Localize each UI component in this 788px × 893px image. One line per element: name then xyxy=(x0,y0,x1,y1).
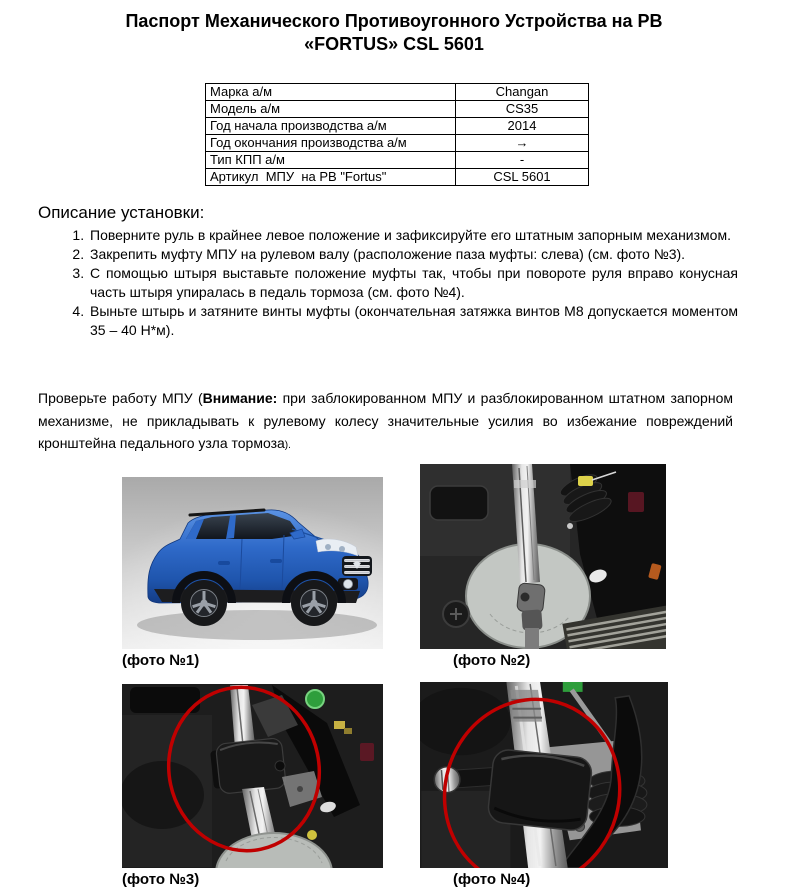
spec-label: Артикул МПУ на РВ "Fortus" xyxy=(206,169,456,186)
table-row xyxy=(206,135,589,152)
photo-1-car-image xyxy=(122,477,383,649)
table-row xyxy=(206,84,589,101)
table-row xyxy=(206,169,589,186)
spec-value: → xyxy=(456,135,589,152)
coupling xyxy=(209,737,287,794)
yellow-connector xyxy=(578,476,593,486)
green-fitting xyxy=(306,690,324,708)
warning-label: Внимание: xyxy=(202,390,278,406)
photo-1-caption: (фото №1) xyxy=(122,652,200,669)
coupling-pin-illustration xyxy=(420,682,668,868)
door-handle xyxy=(218,561,230,565)
installation-step: 2. Закрепить муфту МПУ на рулевом валу (расположение паза муфты: слева) (см. фото №3). xyxy=(88,245,738,264)
photo-4-caption: (фото №4) xyxy=(453,871,531,888)
check-warning-paragraph xyxy=(38,387,733,458)
steering-shaft-illustration xyxy=(420,464,666,649)
photo-2-caption: (фото №2) xyxy=(453,652,531,669)
spec-value: CSL 5601 xyxy=(456,169,589,186)
grille xyxy=(342,556,372,576)
spec-value: 2014 xyxy=(456,118,589,135)
carpet-plug xyxy=(443,601,469,627)
title-line-1: Паспорт Механического Противоугонного Устройства на РВ xyxy=(125,11,663,31)
spec-label: Тип КПП а/м xyxy=(206,152,456,169)
spec-label: Год начала производства а/м xyxy=(206,118,456,135)
spec-label: Марка а/м xyxy=(206,84,456,101)
installation-step: 4. Выньте штырь и затяните винты муфты (окончательная затяжка винтов М8 допускается моментом 35 – 40 Н*м). xyxy=(88,302,738,340)
spec-label: Год окончания производства а/м xyxy=(206,135,456,152)
check-note-body: при заблокированном МПУ и разблокированном штатном запорном механизме, не прикладывать к рулевому колесу значительные усилия во избежание повреждений кронштейна педального узла тормоза xyxy=(38,390,733,451)
photo-3-caption: (фото №3) xyxy=(122,871,200,888)
gold-connector xyxy=(334,721,345,729)
car-illustration xyxy=(122,477,383,649)
yellow-screw xyxy=(307,830,317,840)
spec-value: - xyxy=(456,152,589,169)
page-title xyxy=(0,10,788,56)
photo-2-steering-shaft-image xyxy=(420,464,666,649)
car-shadow xyxy=(137,610,377,640)
spec-label: Модель а/м xyxy=(206,101,456,118)
installation-heading: Описание установки: xyxy=(38,203,205,222)
door-handle xyxy=(270,559,282,563)
relay-box xyxy=(628,492,644,512)
front-wheel xyxy=(291,580,337,626)
table-row xyxy=(206,101,589,118)
check-note-prefix: Проверьте работу МПУ ( xyxy=(38,390,203,406)
table-row xyxy=(206,118,589,135)
coupling-illustration xyxy=(122,684,383,868)
title-line-2: «FORTUS» CSL 5601 xyxy=(304,34,484,54)
installation-step: 3. С помощью штыря выставьте положение муфты так, чтобы при повороте руля вправо конусная часть штыря упиралась в педаль тормоза (см. фото №4). xyxy=(88,264,738,302)
relay-box xyxy=(360,743,374,761)
spec-value: CS35 xyxy=(456,101,589,118)
coupling xyxy=(487,748,593,831)
installation-step: 1. Поверните руль в крайнее левое положение и зафиксируйте его штатным запорным механизмом. xyxy=(88,226,738,245)
vehicle-spec-table xyxy=(205,83,589,186)
photo-3-coupling-image xyxy=(122,684,383,868)
carpet-recess xyxy=(430,486,488,520)
spec-value: Changan xyxy=(456,84,589,101)
check-note-suffix: ). xyxy=(284,440,291,451)
rear-wheel xyxy=(181,580,227,626)
table-row xyxy=(206,152,589,169)
photo-4-coupling-pin-image xyxy=(420,682,668,868)
installation-steps-list xyxy=(38,226,786,340)
